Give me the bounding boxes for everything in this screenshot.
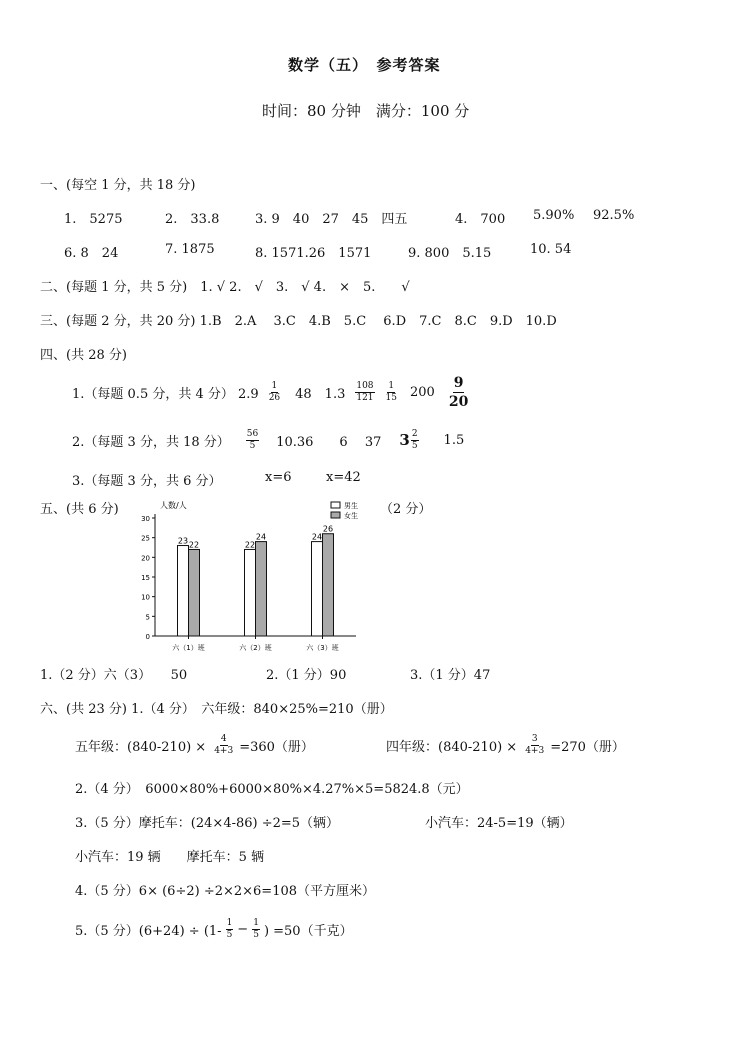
s5-answer: 2.（1 分）90 [266, 668, 347, 683]
s1-answer: 2. 33.8 [165, 212, 220, 227]
section-5-heading: 五、(共 6 分) [40, 502, 119, 517]
fraction: $\frac{1}{15}$ [385, 380, 397, 403]
s1-answer: 1. 5275 [64, 212, 123, 227]
s5-answer: 1.（2 分）六（3） 50 [40, 668, 188, 683]
s1-answer: 3. 9 40 27 45 四五 [255, 212, 408, 227]
section-1-heading: 一、(每空 1 分，共 18 分) [40, 178, 196, 193]
fraction: $\frac{1}{26}$ [268, 380, 281, 403]
s6-q1b [386, 728, 625, 762]
fraction: $\frac{9}{20}$ [448, 374, 469, 410]
bar [312, 542, 323, 636]
y-tick-label: 15 [141, 574, 150, 582]
bar [189, 549, 200, 636]
s6-q1a-expr: 五年级：(840-210) × [75, 739, 207, 755]
x-tick-label: 六（1）班 [172, 644, 205, 652]
y-axis-label: 人数/人 [160, 501, 187, 510]
legend-label: 男生 [344, 502, 358, 510]
s6-q3b: 小汽车：24-5=19（辆） [425, 816, 573, 831]
s4-q2-row [72, 422, 464, 458]
s6-q3a: 3.（5 分）摩托车：(24×4-86) ÷2=5（辆） [75, 816, 340, 831]
section-6-heading: 六、(共 23 分) 1.（4 分） 六年级：840×25%=210（册） [40, 702, 393, 717]
s6-q5-expr: 5.（5 分）(6+24) ÷ (1- [75, 923, 222, 939]
y-tick-label: 30 [141, 515, 150, 523]
s6-q5 [75, 912, 353, 946]
s4-q1-values: 48 1.3 [295, 386, 346, 402]
section-2-line: 二、(每题 1 分，共 5 分) 1. √ 2. √ 3. √ 4. × 5. √ [40, 280, 410, 295]
data-label: 24 [311, 532, 323, 542]
data-label: 23 [177, 536, 189, 546]
s6-q4: 4.（5 分）6× (6÷2) ÷2×2×6=108（平方厘米） [75, 884, 376, 899]
fraction: $\frac{3}{4+3}$ [525, 733, 545, 756]
data-label: 24 [255, 532, 267, 542]
s6-q1a [75, 728, 314, 762]
data-label: 22 [244, 540, 256, 550]
s4-q1-label: 1.（每题 0.5 分，共 4 分） 2.9 [72, 386, 259, 402]
s6-q1b-expr: 四年级：(840-210) × [386, 739, 518, 755]
y-tick-label: 0 [145, 633, 150, 641]
s4-q1-value: 200 [410, 384, 435, 400]
s1-answer: 5.90% [533, 208, 575, 223]
x-tick-label: 六（3）班 [306, 644, 339, 652]
x-tick-label: 六（2）班 [239, 644, 272, 652]
legend-label: 女生 [344, 512, 358, 520]
fraction: $\frac{4}{4+3}$ [214, 733, 234, 756]
s4-q3-answer: x=42 [326, 470, 361, 485]
y-tick-label: 25 [141, 534, 150, 543]
data-label: 26 [322, 524, 334, 534]
s5-answer: 3.（1 分）47 [410, 668, 491, 683]
s1-answer: 8. 1571.26 1571 [255, 246, 372, 261]
bar [256, 542, 267, 636]
s4-q1-row [72, 372, 471, 412]
fraction: $\frac{108}{121}$ [356, 380, 374, 403]
s4-q2-value: 1.5 [443, 432, 465, 448]
s1-answer: 10. 54 [530, 242, 572, 257]
y-tick-label: 20 [141, 554, 150, 563]
bar [245, 549, 256, 636]
section-4-heading: 四、(共 28 分) [40, 348, 127, 363]
data-label: 22 [188, 540, 200, 550]
s1-answer: 4. 700 [455, 212, 506, 227]
s6-q5-result: ) =50（千克） [263, 923, 353, 939]
fraction: $\frac{1}{5}$ [226, 917, 233, 940]
bar [323, 534, 334, 636]
s1-answer: 7. 1875 [165, 242, 215, 257]
fraction: $\frac{56}{5}$ [246, 428, 259, 451]
s6-q3c: 小汽车：19 辆 摩托车：5 辆 [75, 850, 265, 865]
y-tick-label: 10 [141, 593, 150, 602]
fraction: $\frac{1}{5}$ [253, 917, 259, 940]
s4-q3-label: 3.（每题 3 分，共 6 分） [72, 474, 222, 489]
s1-answer: 6. 8 24 [64, 246, 119, 261]
section-5-score: （2 分） [380, 502, 432, 517]
s6-q1b-result: =270（册） [550, 739, 625, 755]
s4-q2-values: 10.36 6 37 [276, 434, 382, 450]
s6-q2: 2.（4 分） 6000×80%+6000×80%×4.27%×5=5824.8（元） [75, 782, 469, 797]
bar-chart [138, 495, 374, 657]
bar [178, 546, 189, 636]
s6-q1a-result: =360（册） [239, 739, 314, 755]
fraction: $\frac{2}{5}$ [411, 428, 418, 451]
legend-swatch [331, 512, 340, 518]
legend-swatch [331, 502, 340, 508]
page-title: 数学（五） 参考答案 [288, 56, 441, 74]
minus-sign: − [237, 921, 249, 937]
mixed-number-whole: 3 [399, 431, 410, 449]
y-tick-label: 5 [145, 613, 150, 622]
s1-answer: 92.5% [593, 208, 635, 223]
page-subtitle: 时间：80 分钟 满分：100 分 [262, 102, 470, 120]
s4-q3-answer: x=6 [265, 470, 292, 485]
section-3-line: 三、(每题 2 分，共 20 分) 1.B 2.A 3.C 4.B 5.C 6.D 7.C 8.C 9.D 10.D [40, 314, 557, 329]
s4-q2-label: 2.（每题 3 分，共 18 分） [72, 434, 230, 450]
s1-answer: 9. 800 5.15 [408, 246, 492, 261]
